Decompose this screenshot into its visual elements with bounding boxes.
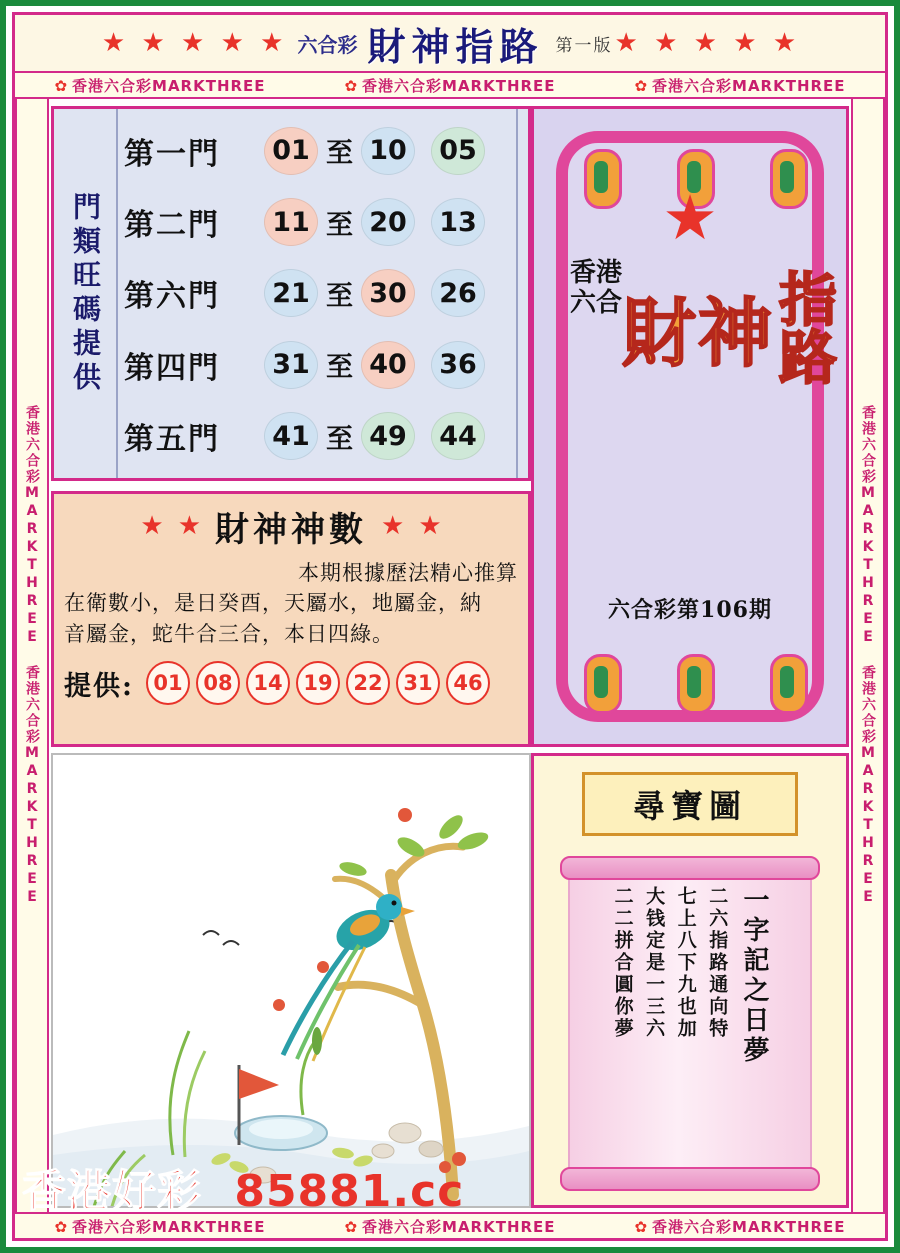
watermark — [22, 1155, 464, 1219]
gate-from-ball: 01 — [264, 127, 318, 175]
scroll-roll-top — [560, 856, 820, 880]
clover-icon: ✿ — [54, 76, 69, 95]
page-title: 財神指路 — [367, 23, 544, 69]
marquee-text: 香港六合彩MARKTHREE — [72, 1217, 266, 1236]
header-subtitle: 六合彩 — [297, 32, 358, 57]
illustration-panel — [51, 753, 531, 1208]
star-icon: ★ — [260, 28, 286, 58]
gate-pick-ball: 26 — [431, 269, 485, 317]
clover-icon: ✿ — [344, 1217, 359, 1236]
supply-number: 08 — [196, 661, 240, 705]
marquee-top — [15, 73, 885, 99]
table-row — [124, 262, 516, 324]
supply-number: 14 — [246, 661, 290, 705]
marquee-text: 香港六合彩MARKTHREE — [652, 76, 846, 95]
divination-line-2: 在衛數小，是日癸酉，天屬水，地屬金，納 — [64, 591, 482, 616]
gate-pick-ball: 05 — [431, 127, 485, 175]
gate-to-ball: 10 — [361, 127, 415, 175]
supply-number: 22 — [346, 661, 390, 705]
poster-side-title: 指路 — [769, 269, 837, 385]
gate-name: 第二門 — [124, 208, 220, 244]
gate-rows — [118, 109, 516, 478]
star-icon: ★ — [381, 511, 405, 541]
gate-pick-ball: 13 — [431, 198, 485, 246]
gate-from-ball: 21 — [264, 269, 318, 317]
star-icon: ★ — [181, 28, 207, 58]
supply-numbers-row — [64, 661, 518, 705]
supply-label: 提供: — [64, 670, 134, 702]
supply-number: 46 — [446, 661, 490, 705]
gate-name: 第一門 — [124, 136, 220, 172]
gem-icon — [584, 149, 622, 209]
star-icon: ★ — [614, 28, 640, 58]
star-icon: ★ — [733, 28, 759, 58]
gate-name: 第五門 — [124, 422, 220, 458]
star-icon: ★ — [772, 28, 799, 58]
star-icon: ★ — [654, 28, 680, 58]
gem-icon — [770, 149, 808, 209]
star-icon: ★ — [693, 28, 719, 58]
divination-panel — [51, 491, 531, 747]
gate-link-char: 至 — [326, 209, 353, 241]
divination-line-3: 音屬金，蛇牛合三合，本日四綠。 — [64, 621, 394, 646]
divination-line-1: 本期根據歷法精心推算 — [298, 561, 518, 585]
gate-from-ball: 31 — [264, 341, 318, 389]
star-icon: ★ — [220, 28, 246, 58]
star-icon: ★ — [662, 181, 718, 254]
scroll-column: 七上八下九也加 — [674, 886, 697, 1040]
treasure-panel — [531, 753, 849, 1208]
clover-icon: ✿ — [634, 1217, 649, 1236]
star-icon: ★ — [177, 511, 201, 541]
gate-pick-ball: 44 — [431, 412, 485, 460]
gate-link-char: 至 — [326, 423, 353, 455]
gate-title-text: 門類旺碼提供 — [69, 191, 102, 396]
treasure-title: 尋寶圖 — [582, 772, 798, 836]
table-row — [124, 334, 516, 396]
supply-number: 19 — [296, 661, 340, 705]
watermark-brand: 香港好彩 — [22, 1166, 202, 1217]
supply-number: 31 — [396, 661, 440, 705]
scroll-column: 大钱定是一三六 — [643, 886, 666, 1040]
marquee-text: 香港六合彩MARKTHREE — [362, 76, 556, 95]
gate-table-vertical-title — [54, 109, 118, 478]
scroll-column: 二六指路通向特 — [706, 886, 729, 1040]
scroll-column: 二二拼合圓你夢 — [611, 886, 634, 1040]
poster-main-title: 財神 — [622, 291, 774, 377]
divination-text — [64, 558, 518, 649]
gate-link-char: 至 — [326, 352, 353, 384]
supply-number: 01 — [146, 661, 190, 705]
gate-from-ball: 11 — [264, 198, 318, 246]
poster-panel — [531, 106, 849, 747]
table-row — [124, 191, 516, 253]
clover-icon: ✿ — [54, 1217, 69, 1236]
gate-name: 第四門 — [124, 350, 220, 386]
gate-pick-ball: 36 — [431, 341, 485, 389]
content-area — [51, 101, 849, 1212]
gate-name: 第六門 — [124, 279, 220, 315]
gate-to-ball: 40 — [361, 341, 415, 389]
gate-to-ball: 30 — [361, 269, 415, 317]
bird-landscape-illustration — [53, 755, 531, 1208]
poster-hk-text: 香港六合 — [569, 258, 622, 318]
watermark-site: 85881.cc — [234, 1166, 465, 1217]
scroll-roll-bottom — [560, 1167, 820, 1191]
star-icon-group-right — [613, 30, 801, 56]
table-row — [124, 120, 516, 182]
scroll-graphic — [568, 866, 812, 1181]
gem-icon — [677, 654, 715, 714]
side-strip-left: 香港六合彩MARKTHREE 香港六合彩MARKTHREE — [15, 99, 49, 1212]
star-icon: ★ — [140, 511, 164, 541]
gem-icon — [770, 654, 808, 714]
star-icon: ★ — [101, 28, 128, 58]
gem-icon — [584, 654, 622, 714]
gate-link-char: 至 — [326, 138, 353, 170]
clover-icon: ✿ — [634, 76, 649, 95]
page-title-bar — [15, 15, 885, 73]
star-icon: ★ — [141, 28, 167, 58]
star-icon: ★ — [418, 511, 442, 541]
gate-to-ball: 20 — [361, 198, 415, 246]
gate-link-char: 至 — [326, 280, 353, 312]
divination-header — [64, 500, 518, 552]
gate-table-panel — [51, 106, 531, 481]
divination-title: 財神神數 — [215, 509, 367, 550]
poster-issue-label: 六合彩第106期 — [608, 597, 772, 623]
gate-to-ball: 49 — [361, 412, 415, 460]
star-icon-group-left — [100, 30, 288, 56]
marquee-text: 香港六合彩MARKTHREE — [652, 1217, 846, 1236]
side-strip-right: 香港六合彩MARKTHREE 香港六合彩MARKTHREE — [851, 99, 885, 1212]
table-row — [124, 405, 516, 467]
gate-from-ball: 41 — [264, 412, 318, 460]
marquee-text: 香港六合彩MARKTHREE — [362, 1217, 556, 1236]
scroll-text-columns — [584, 886, 796, 1161]
scroll-column: 一字記之日夢 — [738, 886, 769, 1066]
edition-label: 第一版 — [555, 35, 613, 56]
marquee-text: 香港六合彩MARKTHREE — [72, 76, 266, 95]
gate-right-edge — [516, 109, 528, 478]
clover-icon: ✿ — [344, 76, 359, 95]
